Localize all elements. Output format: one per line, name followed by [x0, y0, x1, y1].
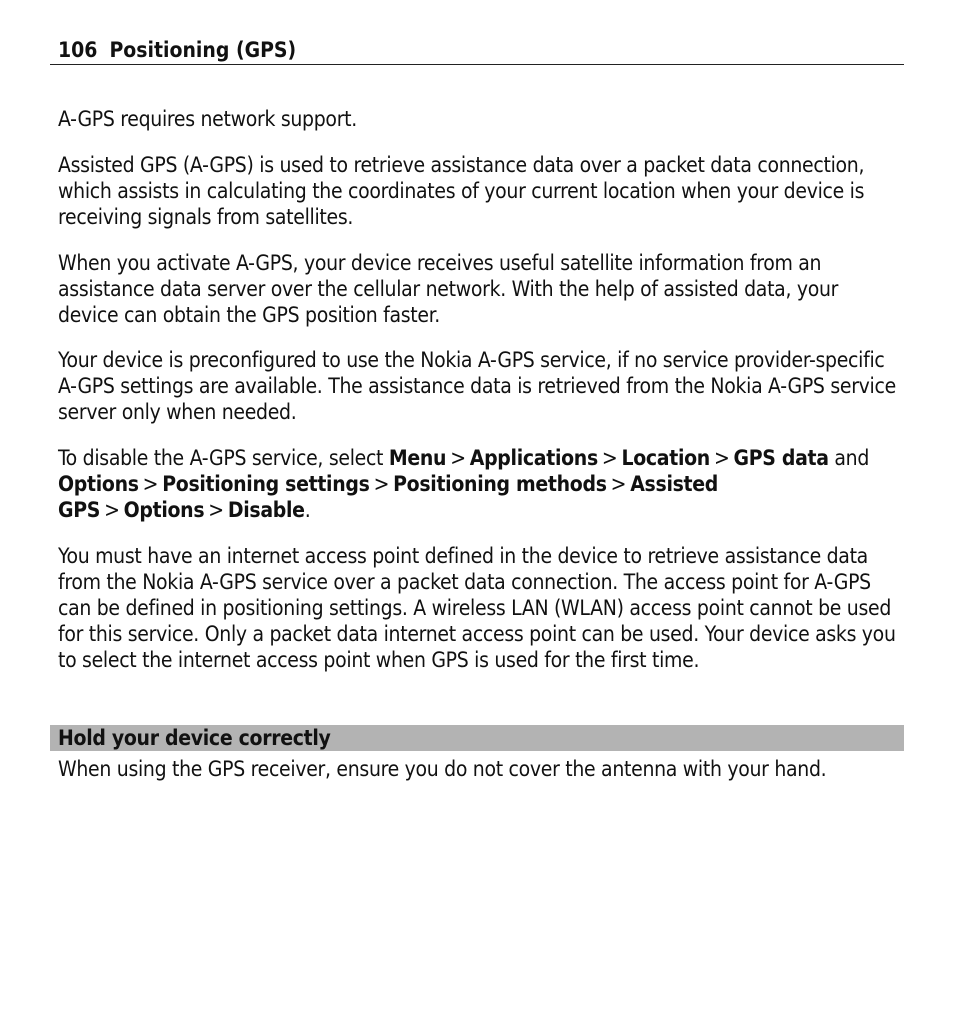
menu-path-menu: Menu: [388, 446, 447, 470]
section-heading: Hold your device correctly: [58, 726, 331, 750]
menu-path-options-2: Options: [123, 498, 205, 522]
disable-and: and: [834, 446, 870, 470]
paragraph-agps-activation: When you activate A-GPS, your device receives useful satellite information from an assistance data server over the cellular network. With the help of assisted data, your device can obtain the GPS position faster.: [58, 251, 839, 327]
paragraph-network-support: A-GPS requires network support.: [58, 107, 357, 131]
section-heading-bar: [50, 725, 904, 751]
menu-path-positioning-settings: Positioning settings: [162, 472, 370, 496]
page-number: 106: [58, 38, 98, 62]
path-separator: >: [104, 498, 120, 522]
menu-path-applications: Applications: [469, 446, 598, 470]
menu-path-assisted-gps: Assisted GPS: [58, 472, 719, 522]
menu-path-disable: Disable: [227, 498, 305, 522]
path-separator: >: [601, 446, 618, 470]
disable-end: .: [304, 498, 311, 522]
menu-path-location: Location: [621, 446, 710, 470]
disable-intro: To disable the A-GPS service, select: [58, 446, 389, 470]
menu-path-gps-data: GPS data: [733, 446, 829, 470]
paragraph-antenna: When using the GPS receiver, ensure you do not cover the antenna with your hand.: [58, 757, 827, 781]
path-separator: >: [713, 446, 730, 470]
menu-path-positioning-methods: Positioning methods: [393, 472, 607, 496]
paragraph-preconfigured: Your device is preconfigured to use the Nokia A-GPS service, if no service provider-specific A-GPS settings are available. The assistance data is retrieved from the Nokia A-GPS service server only when needed.: [58, 348, 896, 424]
path-separator: >: [610, 472, 627, 496]
paragraph-agps-description: Assisted GPS (A-GPS) is used to retrieve assistance data over a packet data connection, which assists in calculating the coordinates of your current location when your device is receiving signals from satellites.: [58, 153, 865, 229]
path-separator: >: [208, 498, 224, 522]
running-header: [50, 36, 904, 65]
path-separator: >: [450, 446, 466, 470]
paragraph-disable-agps: [58, 445, 898, 523]
path-separator: >: [373, 472, 390, 496]
path-separator: >: [142, 472, 159, 496]
chapter-title: Positioning (GPS): [109, 38, 297, 62]
paragraph-access-point: You must have an internet access point defined in the device to retrieve assistance data from the Nokia A-GPS service over a packet data connection. The access point for A-GPS can be defined in positioning settings. A wireless LAN (WLAN) access point cannot be used for this service. Only a packet data internet access point can be used. Your device asks you to select the internet access point when GPS is used for the first time.: [58, 544, 896, 672]
menu-path-options: Options: [58, 472, 139, 496]
